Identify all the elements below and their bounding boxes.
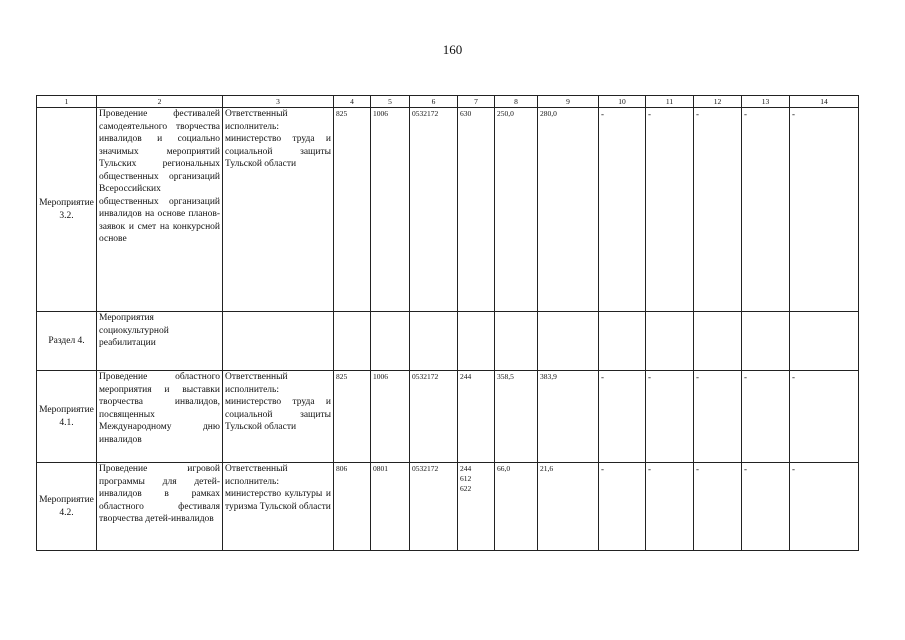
empty-cell [694, 312, 742, 371]
amount-cell: 280,0 [538, 108, 599, 312]
empty-cell [538, 312, 599, 371]
header-cell: 5 [371, 96, 410, 108]
header-cell: 14 [790, 96, 859, 108]
expense-type-cell [458, 371, 495, 463]
table-row [37, 371, 859, 463]
target-article-cell: 0532172 [410, 371, 458, 463]
header-cell: 13 [742, 96, 790, 108]
empty-cell [599, 312, 646, 371]
target-article-cell: 0532172 [410, 108, 458, 312]
amount-cell: 383,9 [538, 371, 599, 463]
header-cell: 4 [334, 96, 371, 108]
empty-value-cell: - [694, 371, 742, 463]
amount-cell: 250,0 [495, 108, 538, 312]
header-cell: 6 [410, 96, 458, 108]
executor-cell: Ответственный исполнитель: министерство культуры и туризма Тульской области [223, 463, 334, 551]
column-number-header [37, 96, 859, 108]
page-number: 160 [442, 42, 463, 57]
ministry-code-cell: 825 [334, 371, 371, 463]
activity-id-cell: Мероприятие 3.2. [37, 108, 97, 312]
section-id-cell: Раздел 4. [37, 312, 97, 371]
expense-code: 622 [460, 484, 472, 493]
header-cell: 12 [694, 96, 742, 108]
empty-cell [334, 312, 371, 371]
section-code-cell: 0801 [371, 463, 410, 551]
section-title-cell: Мероприятия социокультурной реабилитации [97, 312, 223, 371]
empty-value-cell: - [599, 463, 646, 551]
section-code-cell: 1006 [371, 371, 410, 463]
budget-table [36, 95, 859, 551]
empty-cell [223, 312, 334, 371]
empty-cell [495, 312, 538, 371]
ministry-code-cell: 825 [334, 108, 371, 312]
header-cell: 7 [458, 96, 495, 108]
empty-cell [646, 312, 694, 371]
empty-value-cell: - [599, 371, 646, 463]
empty-cell [371, 312, 410, 371]
section-code-cell: 1006 [371, 108, 410, 312]
amount-cell: 66,0 [495, 463, 538, 551]
header-cell: 8 [495, 96, 538, 108]
empty-value-cell: - [694, 463, 742, 551]
activity-description-cell: Проведение игровой программы для детей-инвалидов в рамках областного фестиваля творчества детей-инвалидов [97, 463, 223, 551]
executor-cell: Ответственный исполнитель: министерство труда и социальной защиты Тульской области [223, 108, 334, 312]
empty-value-cell: - [694, 108, 742, 312]
activity-description-cell: Проведение фестивалей самодеятельного творчества инвалидов и социально значимых мероприятий Тульских региональных общественных организаций Всероссийских общественных организаций инвалидов на основе планов-заявок и смет на конкурсной основе [97, 108, 223, 312]
expense-code: 244 [460, 372, 472, 381]
empty-value-cell: - [790, 463, 859, 551]
header-cell: 11 [646, 96, 694, 108]
empty-value-cell: - [599, 108, 646, 312]
table-row [37, 463, 859, 551]
expense-code: 612 [460, 474, 472, 483]
header-cell: 10 [599, 96, 646, 108]
activity-id-cell: Мероприятие 4.1. [37, 371, 97, 463]
table-row [37, 312, 859, 371]
empty-cell [410, 312, 458, 371]
amount-cell: 358,5 [495, 371, 538, 463]
header-cell: 3 [223, 96, 334, 108]
table-row [37, 108, 859, 312]
empty-cell [458, 312, 495, 371]
expense-type-cell [458, 463, 495, 551]
empty-value-cell: - [742, 108, 790, 312]
empty-value-cell: - [790, 108, 859, 312]
empty-value-cell: - [742, 463, 790, 551]
empty-cell [790, 312, 859, 371]
header-cell: 9 [538, 96, 599, 108]
amount-cell: 21,6 [538, 463, 599, 551]
target-article-cell: 0532172 [410, 463, 458, 551]
empty-value-cell: - [646, 463, 694, 551]
empty-value-cell: - [646, 108, 694, 312]
expense-code: 244 [460, 464, 472, 473]
ministry-code-cell: 806 [334, 463, 371, 551]
executor-cell: Ответственный исполнитель: министерство труда и социальной защиты Тульской области [223, 371, 334, 463]
expense-code: 630 [460, 109, 472, 118]
activity-id-cell: Мероприятие 4.2. [37, 463, 97, 551]
empty-value-cell: - [646, 371, 694, 463]
empty-value-cell: - [790, 371, 859, 463]
empty-cell [742, 312, 790, 371]
header-cell: 2 [97, 96, 223, 108]
expense-type-cell [458, 108, 495, 312]
header-cell: 1 [37, 96, 97, 108]
empty-value-cell: - [742, 371, 790, 463]
activity-description-cell: Проведение областного мероприятия и выставки творчества инвалидов, посвященных Международному дню инвалидов [97, 371, 223, 463]
